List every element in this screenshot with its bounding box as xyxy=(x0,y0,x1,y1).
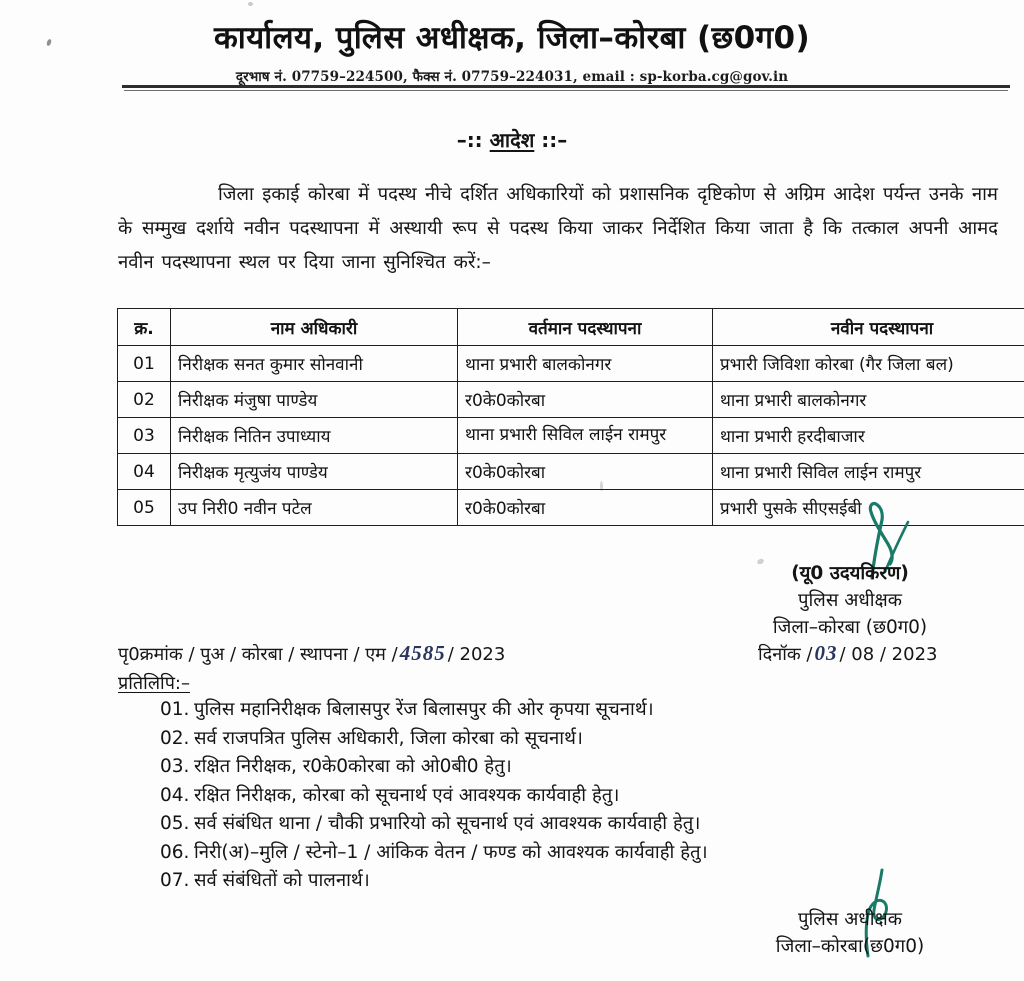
cell-serial: 02 xyxy=(118,382,171,418)
reference-prefix: पृ0क्रमांक / पुअ / कोरबा / स्थापना / एम / xyxy=(118,644,398,665)
scan-speck xyxy=(248,2,253,6)
date-day-handwritten: 03 xyxy=(814,641,838,665)
order-title-word: आदेश xyxy=(489,128,535,152)
cell-serial: 03 xyxy=(118,418,171,454)
table-header-name: नाम अधिकारी xyxy=(171,309,458,346)
table-row xyxy=(118,418,1024,454)
list-item xyxy=(160,810,1000,839)
list-item-number: 01. xyxy=(160,699,190,720)
cell-new: प्रभारी पुसके सीएसईबी xyxy=(713,490,1024,526)
list-item-text: रक्षित निरीक्षक, र0के0कोरबा को ओ0बी0 हेतु। xyxy=(194,756,512,777)
cell-serial: 01 xyxy=(118,346,171,382)
header-divider-thin xyxy=(124,90,1008,91)
cell-current: र0के0कोरबा xyxy=(458,454,713,490)
reference-number-line xyxy=(118,641,505,666)
list-item-text: निरी(अ)–मुलि / स्टेनो–1 / आंकिक वेतन / फण्ड को आवश्यक कार्यवाही हेतु। xyxy=(194,841,708,863)
list-item-number: 04. xyxy=(160,784,190,806)
order-title-right-ornament: ::– xyxy=(541,128,568,152)
date-line xyxy=(758,641,938,666)
list-item xyxy=(160,725,1000,754)
signatory-designation: पुलिस अधीक्षक xyxy=(797,909,902,930)
list-item xyxy=(160,782,1000,811)
list-item xyxy=(160,696,1000,725)
signatory-designation: पुलिस अधीक्षक xyxy=(797,590,902,611)
signatory-name: (यू0 उदयकिरण) xyxy=(791,563,909,584)
order-body-paragraph: जिला इकाई कोरबा में पदस्थ नीचे दर्शित अधिकारियों को प्रशासनिक दृष्टिकोण से अग्रिम आदेश पर्यन्त उनके नाम के सम्मुख दर्शाये नवीन पदस्थापना में अस्थायी रूप से पदस्थ किया जाकर निर्देशित किया जाता है कि तत्काल अपनी आमद नवीन पदस्थापना स्थल पर दिया जाना सुनिश्चित करें:– xyxy=(118,184,998,273)
list-item-number: 02. xyxy=(160,727,190,749)
date-remainder: / 08 / 2023 xyxy=(839,644,938,665)
reference-suffix: / 2023 xyxy=(447,644,506,665)
table-row xyxy=(118,490,1024,526)
signatory-district: जिला–कोरबा(छ0ग0) xyxy=(775,936,925,957)
copy-to-list xyxy=(160,696,1000,896)
reference-number-handwritten: 4585 xyxy=(399,641,446,665)
table-row xyxy=(118,346,1024,382)
table-header-serial: क्र. xyxy=(118,309,171,346)
cell-serial: 05 xyxy=(118,490,171,526)
list-item-number: 06. xyxy=(160,841,190,863)
list-item-text: रक्षित निरीक्षक, कोरबा को सूचनार्थ एवं आवश्यक कार्यवाही हेतु। xyxy=(194,784,620,806)
list-item-text: पुलिस महानिरीक्षक बिलासपुर रेंज बिलासपुर की ओर कृपया सूचनार्थ। xyxy=(194,699,654,720)
order-title-left-ornament: –:: xyxy=(456,128,483,152)
transfer-table xyxy=(117,308,1024,526)
cell-current: र0के0कोरबा xyxy=(458,382,713,418)
table-header-new: नवीन पदस्थापना xyxy=(713,309,1024,346)
cell-new: थाना प्रभारी सिविल लाईन रामपुर xyxy=(713,454,1024,490)
list-item-number: 03. xyxy=(160,756,190,777)
list-item-number: 05. xyxy=(160,813,190,834)
list-item xyxy=(160,839,1000,868)
copy-to-label: प्रतिलिपि:– xyxy=(118,673,190,694)
cell-name: निरीक्षक मंजुषा पाण्डेय xyxy=(171,382,458,418)
cell-name: निरीक्षक मृत्युजंय पाण्डेय xyxy=(171,454,458,490)
office-contact-line: दूरभाष नं. 07759–224500, फैक्स नं. 07759–224031, email : sp-korba.cg@gov.in xyxy=(235,69,789,85)
order-title xyxy=(0,126,1024,153)
table-row xyxy=(118,454,1024,490)
cell-new: थाना प्रभारी हरदीबाजार xyxy=(713,418,1024,454)
cell-name: निरीक्षक नितिन उपाध्याय xyxy=(171,418,458,454)
cell-current: थाना प्रभारी बालकोनगर xyxy=(458,346,713,382)
list-item xyxy=(160,753,1000,782)
list-item-text: सर्व राजपत्रित पुलिस अधिकारी, जिला कोरबा को सूचनार्थ। xyxy=(194,727,583,749)
list-item-text: सर्व संबंधितों को पालनार्थ। xyxy=(194,870,370,891)
cell-new: प्रभारी जिविशा कोरबा (गैर जिला बल) xyxy=(713,346,1024,382)
cell-current: र0के0कोरबा xyxy=(458,490,713,526)
cell-name: निरीक्षक सनत कुमार सोनवानी xyxy=(171,346,458,382)
office-title: कार्यालय, पुलिस अधीक्षक, जिला–कोरबा (छ0ग0) xyxy=(213,20,811,56)
table-row xyxy=(118,382,1024,418)
signing-authority-bottom xyxy=(700,906,1000,960)
cell-new: थाना प्रभारी बालकोनगर xyxy=(713,382,1024,418)
signatory-district: जिला–कोरबा (छ0ग0) xyxy=(772,617,928,638)
cell-name: उप निरी0 नवीन पटेल xyxy=(171,490,458,526)
table-header-current: वर्तमान पदस्थापना xyxy=(458,309,713,346)
letterhead xyxy=(0,16,1024,85)
table-header-row xyxy=(118,309,1024,346)
list-item-number: 07. xyxy=(160,870,190,891)
signing-authority-top xyxy=(700,560,1000,641)
list-item-text: सर्व संबंधित थाना / चौकी प्रभारियो को सूचनार्थ एवं आवश्यक कार्यवाही हेतु। xyxy=(194,813,701,834)
cell-serial: 04 xyxy=(118,454,171,490)
cell-current: थाना प्रभारी सिविल लाईन रामपुर xyxy=(458,418,713,454)
header-divider-thick xyxy=(122,85,1010,88)
date-label: दिनॉक / xyxy=(758,644,813,665)
list-item xyxy=(160,867,1000,896)
